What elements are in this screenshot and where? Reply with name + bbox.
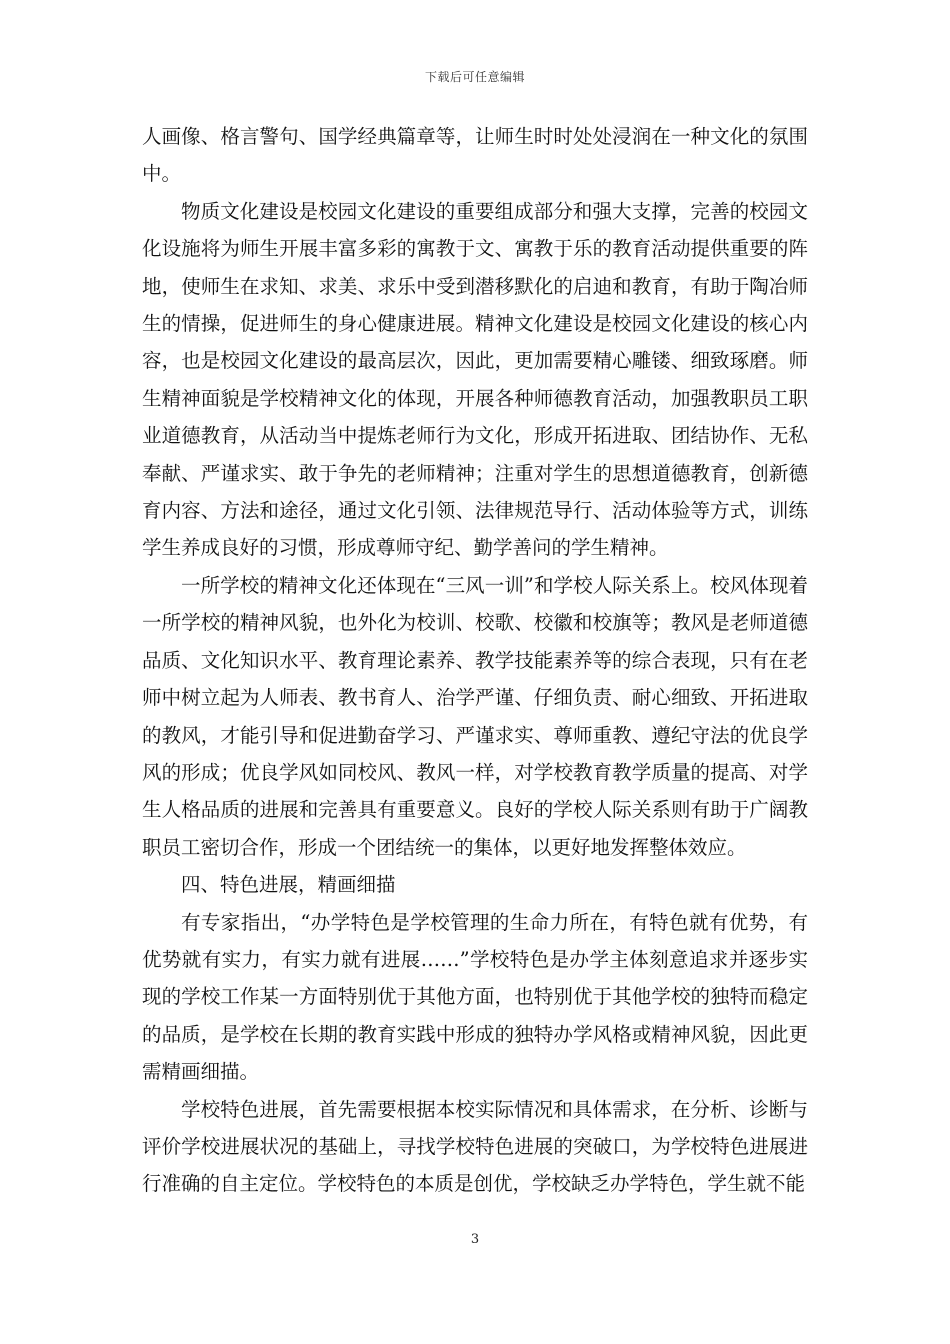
paragraph: 物质文化建设是校园文化建设的重要组成部分和强大支撑，完善的校园文化设施将为师生开展丰富多彩的寓教于文、寓教于乐的教育活动提供重要的阵地，使师生在求知、求美、求乐中受到潜移默化的启迪和教育，有助于陶冶师生的情操，促进师生的身心健康进展。精神文化建设是校园文化建设的核心内容，也是校园文化建设的最高层次，因此，更加需要精心雕镂、细致琢磨。师生精神面貌是学校精神文化的体现，开展各种师德教育活动，加强教职员工职业道德教育，从活动当中提炼老师行为文化，形成开拓进取、团结协作、无私奉献、严谨求实、敢于争先的老师精神；注重对学生的思想道德教育，创新德育内容、方法和途径，通过文化引领、法律规范导行、活动体验等方式，训练学生养成良好的习惯，形成尊师守纪、勤学善问的学生精神。 xyxy=(142,199,808,560)
page-header: 下载后可任意编辑 xyxy=(424,70,525,84)
paragraph: 学校特色进展，首先需要根据本校实际情况和具体需求，在分析、诊断与评价学校进展状况的基础上，寻找学校特色进展的突破口，为学校特色进展进行准确的自主定位。学校特色的本质是创优，学校缺乏办学特色，学生就不能 xyxy=(142,1097,808,1196)
paragraph: 一所学校的精神文化还体现在“三风一训”和学校人际关系上。校风体现着一所学校的精神风貌，也外化为校训、校歌、校徽和校旗等；教风是老师道德品质、文化知识水平、教育理论素养、教学技能素养等的综合表现，只有在老师中树立起为人师表、教书育人、治学严谨、仔细负责、耐心细致、开拓进取的教风，才能引导和促进勤奋学习、严谨求实、尊师重教、遵纪守法的优良学风的形成；优良学风如同校风、教风一样，对学校教育教学质量的提高、对学生人格品质的进展和完善具有重要意义。良好的学校人际关系则有助于广阔教职员工密切合作，形成一个团结统一的集体，以更好地发挥整体效应。 xyxy=(142,573,808,859)
body-text xyxy=(142,118,808,1203)
section-heading: 四、特色进展，精画细描 xyxy=(181,873,396,897)
page-number: 3 xyxy=(470,1232,480,1247)
paragraph: 有专家指出，“办学特色是学校管理的生命力所在，有特色就有优势，有优势就有实力，有实力就有进展……”学校特色是办学主体刻意追求并逐步实现的学校工作某一方面特别优于其他方面，也特别优于其他学校的独特而稳定的品质，是学校在长期的教育实践中形成的独特办学风格或精神风貌，因此更需精画细描。 xyxy=(142,910,808,1084)
paragraph: 人画像、格言警句、国学经典篇章等，让师生时时处处浸润在一种文化的氛围中。 xyxy=(142,125,808,186)
